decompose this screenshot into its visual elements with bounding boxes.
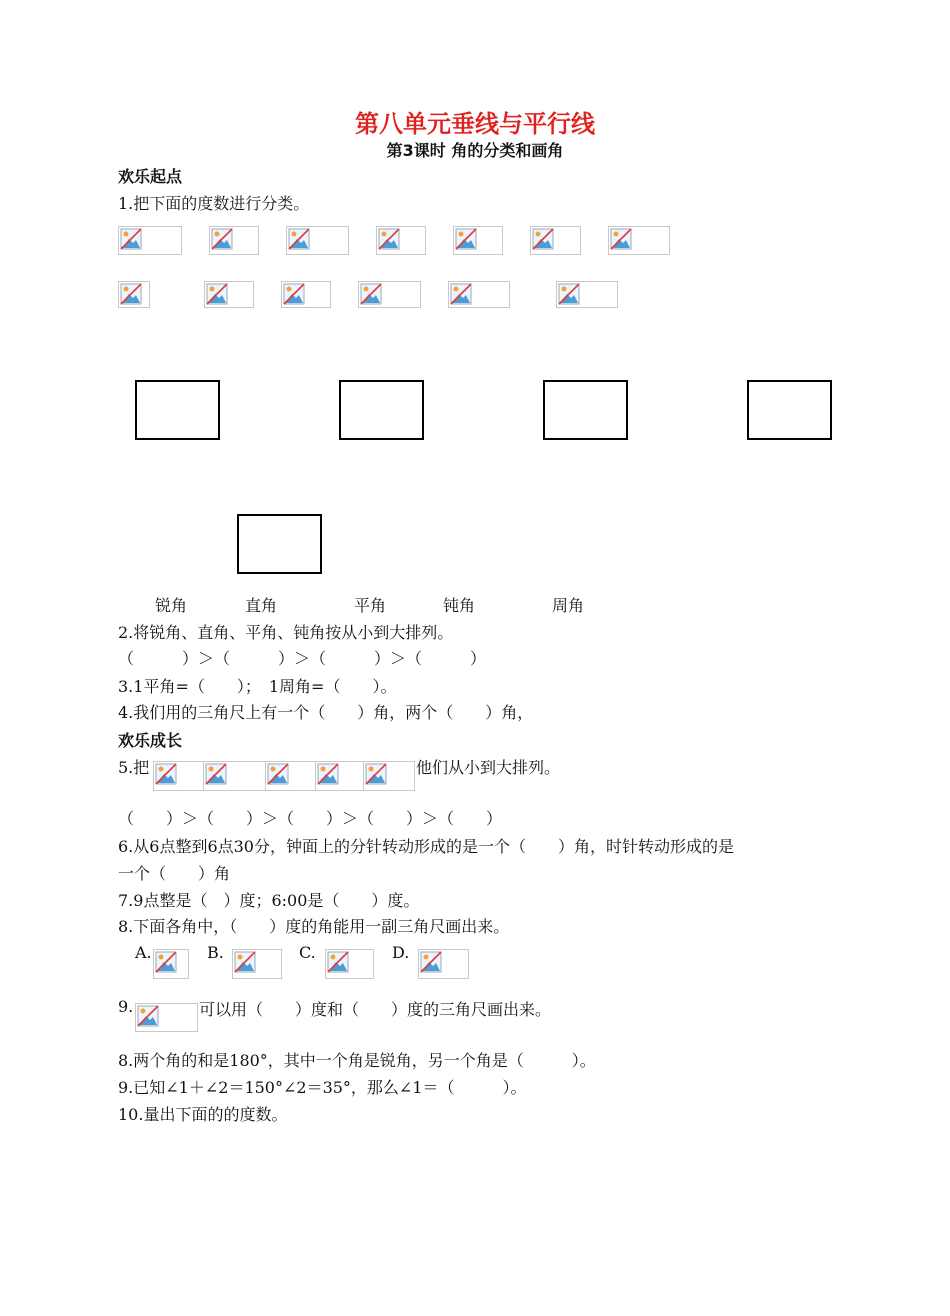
broken-image-icon xyxy=(267,763,289,785)
broken-image-icon xyxy=(234,951,256,973)
degree-image xyxy=(608,226,670,255)
option-c-image[interactable] xyxy=(325,949,374,979)
option-d-image[interactable] xyxy=(418,949,469,979)
question-6-line1: 6.从6点整到6点30分，钟面上的分针转动形成的是一个（ ）角，时针转动形成的是 xyxy=(118,837,734,856)
label-straight: 平角 xyxy=(354,596,387,615)
degree-image xyxy=(209,226,259,255)
label-acute: 锐角 xyxy=(155,596,188,615)
broken-image-icon xyxy=(211,228,233,250)
page-title: 第八单元垂线与平行线 xyxy=(355,110,595,138)
broken-image-icon xyxy=(532,228,554,250)
answer-box-full[interactable] xyxy=(237,514,322,574)
broken-image-icon xyxy=(120,228,142,250)
broken-image-icon xyxy=(365,763,387,785)
option-a-image[interactable] xyxy=(153,949,189,979)
angle-image xyxy=(363,761,415,791)
answer-box-acute[interactable] xyxy=(135,380,220,440)
answer-box-straight[interactable] xyxy=(543,380,628,440)
broken-image-icon xyxy=(450,283,472,305)
question-8: 8.下面各角中，（ ）度的角能用一副三角尺画出来。 xyxy=(118,917,510,936)
question-3: 3.1平角=（ ）； 1周角=（ ）。 xyxy=(118,677,397,696)
page-subtitle: 第3课时 角的分类和画角 xyxy=(386,141,564,160)
question-10: 10.量出下面的的度数。 xyxy=(118,1105,288,1124)
degree-image xyxy=(448,281,510,308)
angle-image xyxy=(203,761,267,791)
question-7: 7.9点整是（ ）度；6:00是（ ）度。 xyxy=(118,891,420,910)
angle-image xyxy=(153,761,205,791)
broken-image-icon xyxy=(205,763,227,785)
label-obtuse: 钝角 xyxy=(443,596,476,615)
question-6-line2: 一个（ ）角 xyxy=(118,864,231,883)
label-right: 直角 xyxy=(245,596,278,615)
broken-image-icon xyxy=(420,951,442,973)
degree-image xyxy=(376,226,426,255)
question-2: 2.将锐角、直角、平角、钝角按从小到大排列。 xyxy=(118,623,454,642)
label-full: 周角 xyxy=(552,596,585,615)
option-b-label: B. xyxy=(207,943,224,962)
broken-image-icon xyxy=(558,283,580,305)
broken-image-icon xyxy=(455,228,477,250)
degree-image xyxy=(204,281,254,308)
option-a-label: A. xyxy=(135,943,152,962)
angle-image xyxy=(315,761,365,791)
option-d-label: D. xyxy=(392,943,410,962)
broken-image-icon xyxy=(155,951,177,973)
option-c-label: C. xyxy=(299,943,316,962)
question-4: 4.我们用的三角尺上有一个（ ）角，两个（ ）角， xyxy=(118,703,534,722)
broken-image-icon xyxy=(206,283,228,305)
degree-image xyxy=(118,281,150,308)
question-1: 1.把下面的度数进行分类。 xyxy=(118,194,310,213)
degree-image xyxy=(453,226,503,255)
question-9-prefix: 9. xyxy=(118,997,134,1016)
broken-image-icon xyxy=(288,228,310,250)
broken-image-icon xyxy=(137,1005,159,1027)
question-2-blanks: （ ）＞（ ）＞（ ）＞（ ） xyxy=(118,649,487,668)
degree-image xyxy=(286,226,349,255)
degree-image xyxy=(281,281,331,308)
answer-box-right[interactable] xyxy=(339,380,424,440)
option-b-image[interactable] xyxy=(232,949,282,979)
degree-image xyxy=(556,281,618,308)
broken-image-icon xyxy=(317,763,339,785)
degree-image xyxy=(358,281,421,308)
question-8b: 8.两个角的和是180°，其中一个角是锐角，另一个角是（ ）。 xyxy=(118,1051,596,1070)
question-5-suffix: 他们从小到大排列。 xyxy=(416,758,561,777)
broken-image-icon xyxy=(360,283,382,305)
broken-image-icon xyxy=(283,283,305,305)
degree-image xyxy=(530,226,581,255)
broken-image-icon xyxy=(378,228,400,250)
section-heading-start: 欢乐起点 xyxy=(118,167,183,186)
section-heading-grow: 欢乐成长 xyxy=(118,731,183,750)
answer-box-obtuse[interactable] xyxy=(747,380,832,440)
angle-image xyxy=(265,761,317,791)
broken-image-icon xyxy=(155,763,177,785)
broken-image-icon xyxy=(327,951,349,973)
question-9b: 9.已知∠1＋∠2＝150°∠2＝35°，那么∠1＝（ ）。 xyxy=(118,1078,527,1097)
question-5-prefix: 5.把 xyxy=(118,758,150,777)
question-9-suffix: 可以用（ ）度和（ ）度的三角尺画出来。 xyxy=(199,1000,552,1019)
broken-image-icon xyxy=(610,228,632,250)
question-5-blanks: （ ）＞（ ）＞（ ）＞（ ）＞（ ） xyxy=(118,809,503,828)
broken-image-icon xyxy=(120,283,142,305)
degree-image xyxy=(118,226,182,255)
angle-image xyxy=(135,1003,198,1032)
